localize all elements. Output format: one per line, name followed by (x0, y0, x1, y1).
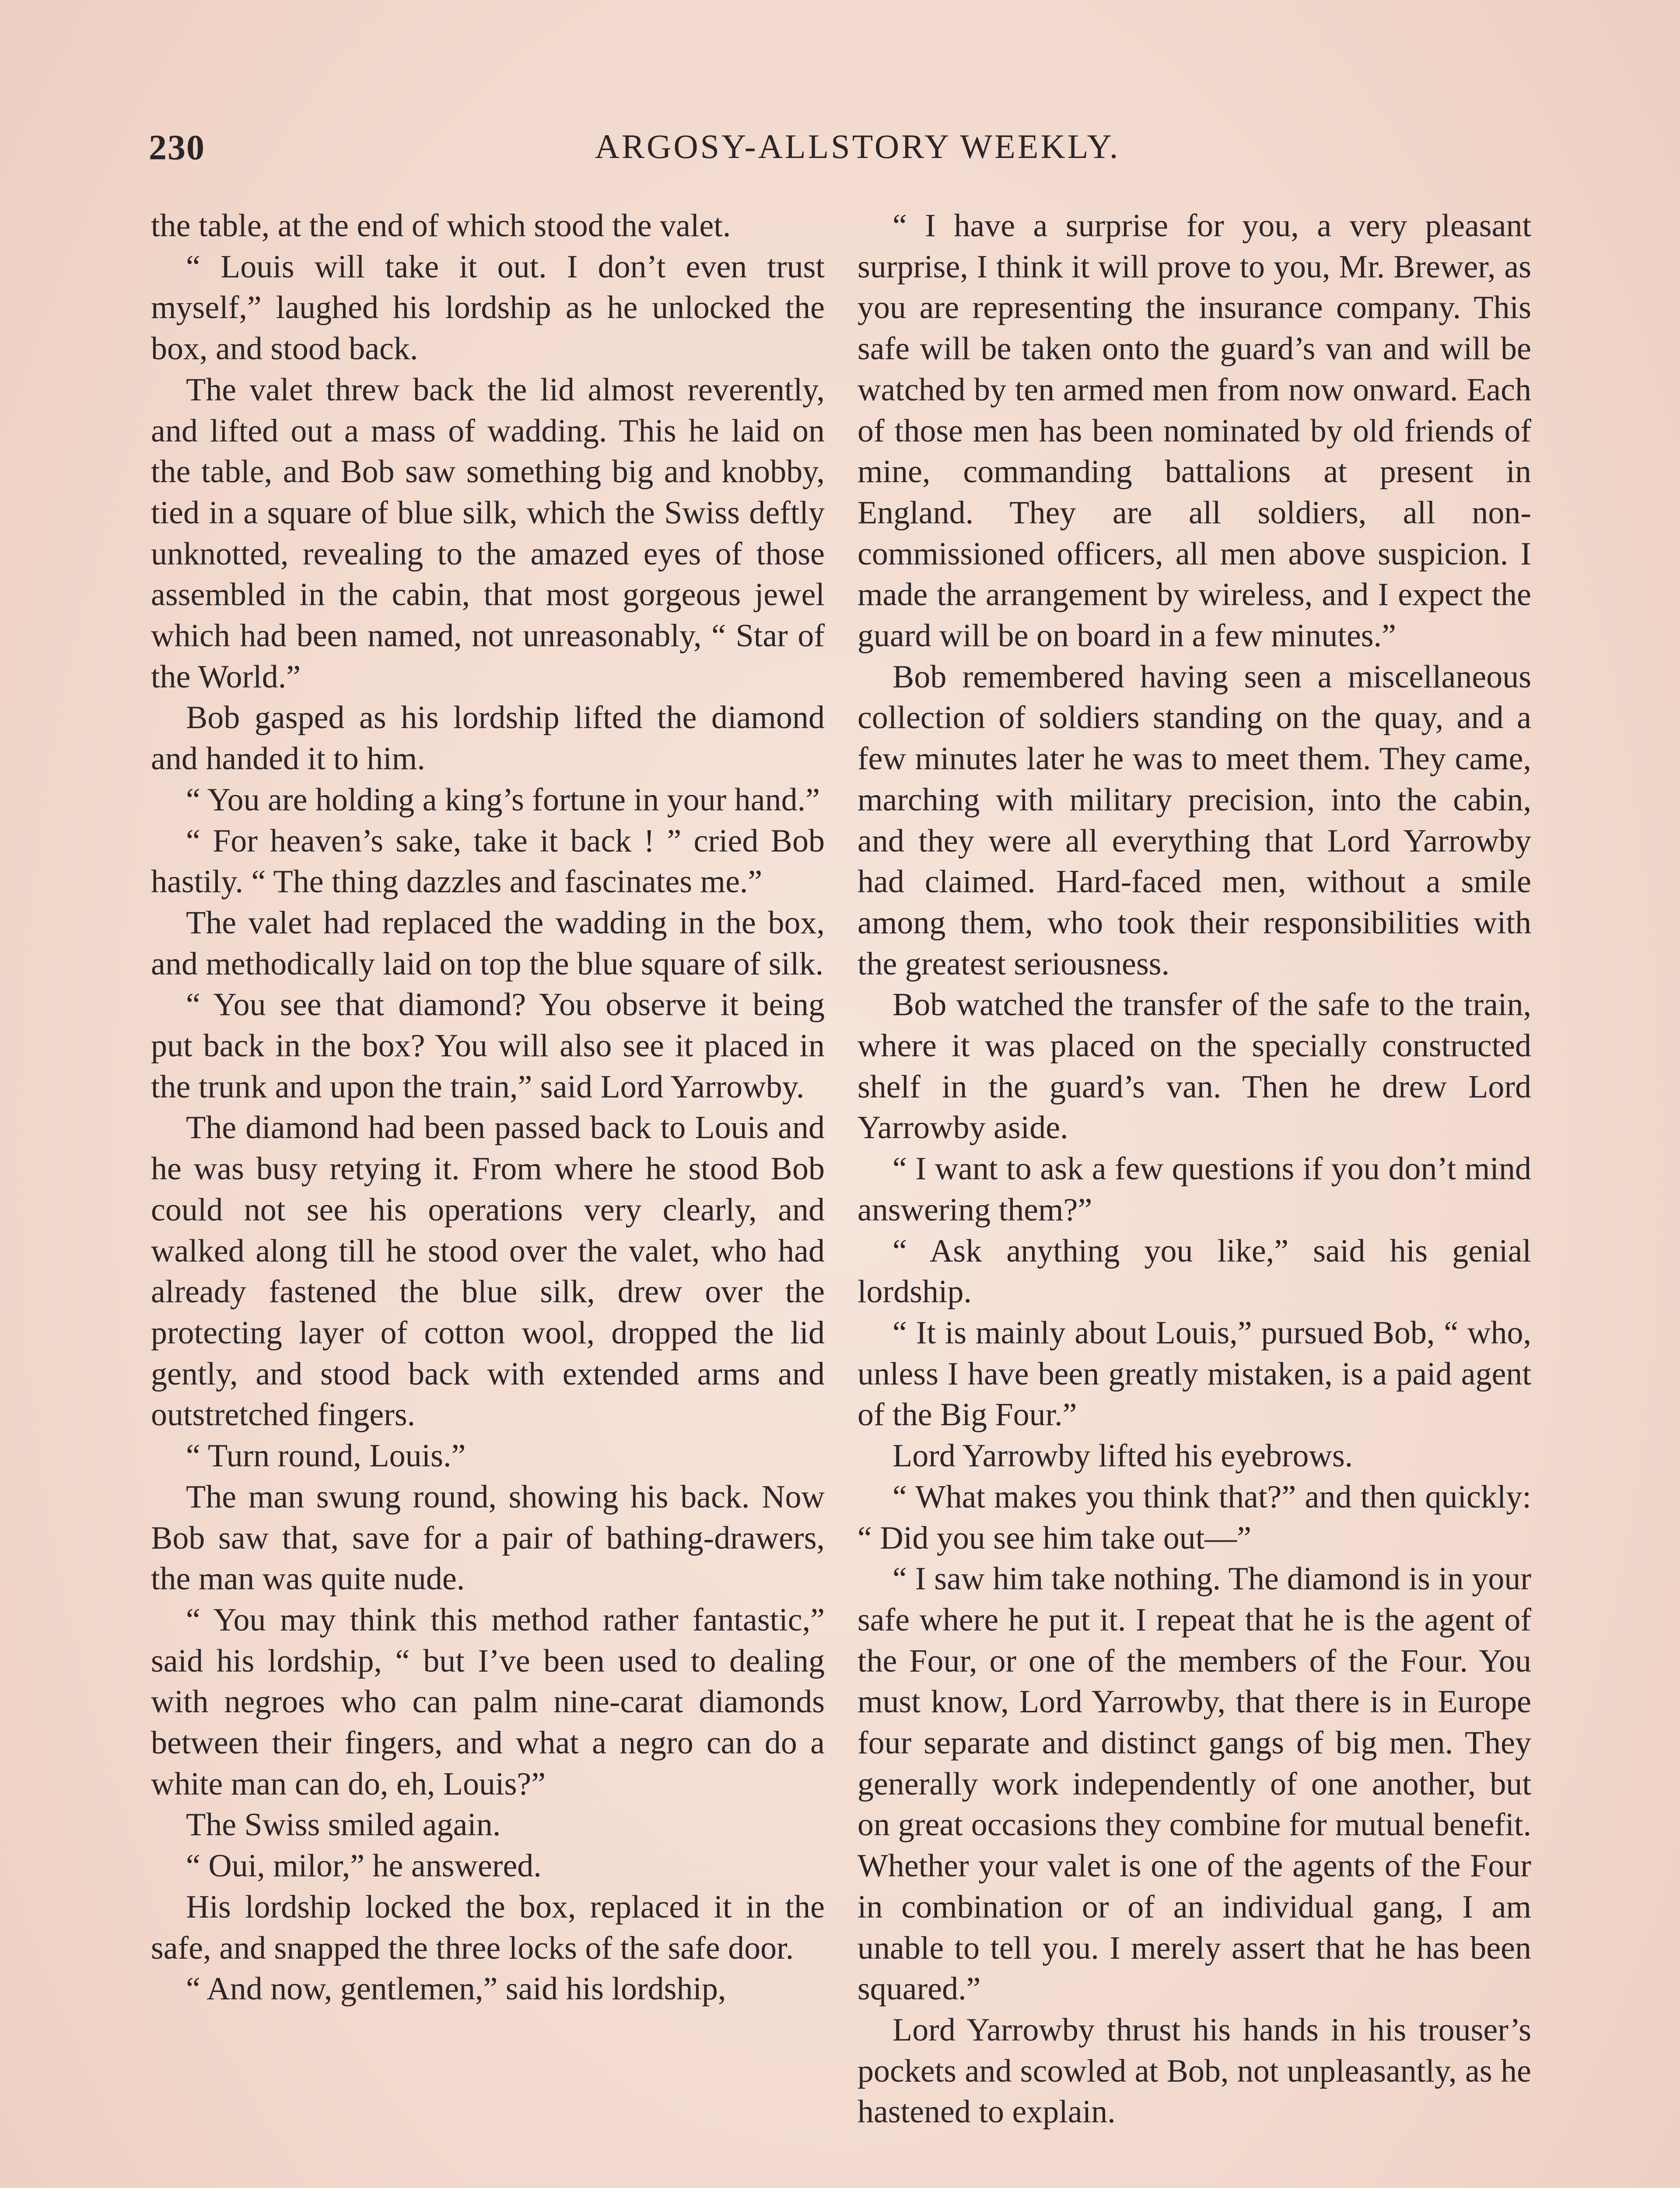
paragraph: “ For heaven’s sake, take it back ! ” cried Bob hastily. “ The thing dazzles and fascinates me.” (151, 823, 825, 900)
left-text-column (151, 206, 825, 2010)
paragraph: the table, at the end of which stood the valet. (151, 208, 731, 244)
running-title: ARGOSY-ALLSTORY WEEKLY. (595, 127, 1120, 165)
paragraph: “ You see that diamond? You observe it being put back in the box? You will also see it placed in the trunk and upon the train,” said Lord Yarrowby. (151, 987, 825, 1105)
paragraph: The Swiss smiled again. (186, 1807, 501, 1843)
paragraph: Bob watched the transfer of the safe to the train, where it was placed on the specially constructed shelf in the guard’s van. Then he drew Lord Yarrowby aside. (858, 987, 1531, 1146)
paragraph: “ I have a surprise for you, a very pleasant surprise, I think it will prove to you, Mr. Brewer, as you are representing the insurance company. This safe will be taken onto the guard’s van and will be watched by ten armed men from now onward. Each of those men has been nominated by old friends of mine, commanding battalions at present in England. They are all soldiers, all non-commissioned officers, all men above suspicion. I made the arrangement by wireless, and I expect the guard will be on board in a few minutes.” (858, 208, 1531, 654)
paragraph: “ I want to ask a few questions if you don’t mind answering them?” (858, 1151, 1531, 1228)
paragraph: Bob gasped as his lordship lifted the diamond and handed it to him. (151, 700, 825, 777)
paragraph: “ Turn round, Louis.” (186, 1438, 466, 1474)
paragraph: Lord Yarrowby thrust his hands in his trouser’s pockets and scowled at Bob, not unpleasantly, as he hastened to explain. (858, 2012, 1531, 2130)
paragraph: “ You are holding a king’s fortune in your hand.” (186, 782, 820, 818)
paragraph: Lord Yarrowby lifted his eyebrows. (892, 1438, 1353, 1474)
paragraph: His lordship locked the box, replaced it in the safe, and snapped the three locks of the safe door. (151, 1889, 825, 1966)
paragraph: The diamond had been passed back to Louis and he was busy retying it. From where he stood Bob could not see his operations very clearly, and walked along till he stood over the valet, who had already fastened the blue silk, drew over the protecting layer of cotton wool, dropped the lid gently, and stood back with extended arms and outstretched fingers. (151, 1110, 825, 1433)
paragraph: “ Oui, milor,” he answered. (186, 1848, 542, 1884)
paragraph: “ What makes you think that?” and then quickly: “ Did you see him take out—” (858, 1479, 1531, 1556)
page-header (149, 127, 1566, 175)
paragraph: The valet threw back the lid almost reverently, and lifted out a mass of wadding. This he laid on the table, and Bob saw something big and knobby, tied in a square of blue silk, which the Swiss deftly unknotted, revealing to the amazed eyes of those assembled in the cabin, that most gorgeous jewel which had been named, not unreasonably, “ Star of the World.” (151, 372, 825, 695)
paragraph: “ And now, gentlemen,” said his lordship, (186, 1971, 726, 2007)
paragraph: The man swung round, showing his back. Now Bob saw that, save for a pair of bathing-drawers, the man was quite nude. (151, 1479, 825, 1597)
right-text-column (858, 206, 1531, 2133)
paragraph: “ I saw him take nothing. The diamond is in your safe where he put it. I repeat that he is the agent of the Four, or one of the members of the Four. You must know, Lord Yarrowby, that there is in Europe four separate and distinct gangs of big men. They generally work independently of one another, but on great occasions they combine for mutual benefit. Whether your valet is one of the agents of the Four in combination or of an individual gang, I am unable to tell you. I merely assert that he has been squared.” (858, 1561, 1531, 2007)
paragraph: Bob remembered having seen a miscellaneous collection of soldiers standing on the quay, and a few minutes later he was to meet them. They came, marching with military precision, into the cabin, and they were all everything that Lord Yarrowby had claimed. Hard-faced men, without a smile among them, who took their responsibilities with the greatest seriousness. (858, 659, 1531, 982)
paragraph: “ Louis will take it out. I don’t even trust myself,” laughed his lordship as he unlocked the box, and stood back. (151, 249, 825, 367)
paragraph: “ It is mainly about Louis,” pursued Bob, “ who, unless I have been greatly mistaken, is a paid agent of the Big Four.” (858, 1315, 1531, 1433)
paragraph: “ Ask anything you like,” said his genial lordship. (858, 1233, 1531, 1310)
paragraph: “ You may think this method rather fantastic,” said his lordship, “ but I’ve been used to dealing with negroes who can palm nine-carat diamonds between their fingers, and what a negro can do a white man can do, eh, Louis?” (151, 1602, 825, 1802)
paragraph: The valet had replaced the wadding in the box, and methodically laid on top the blue square of silk. (151, 905, 825, 982)
page-number: 230 (149, 127, 205, 167)
